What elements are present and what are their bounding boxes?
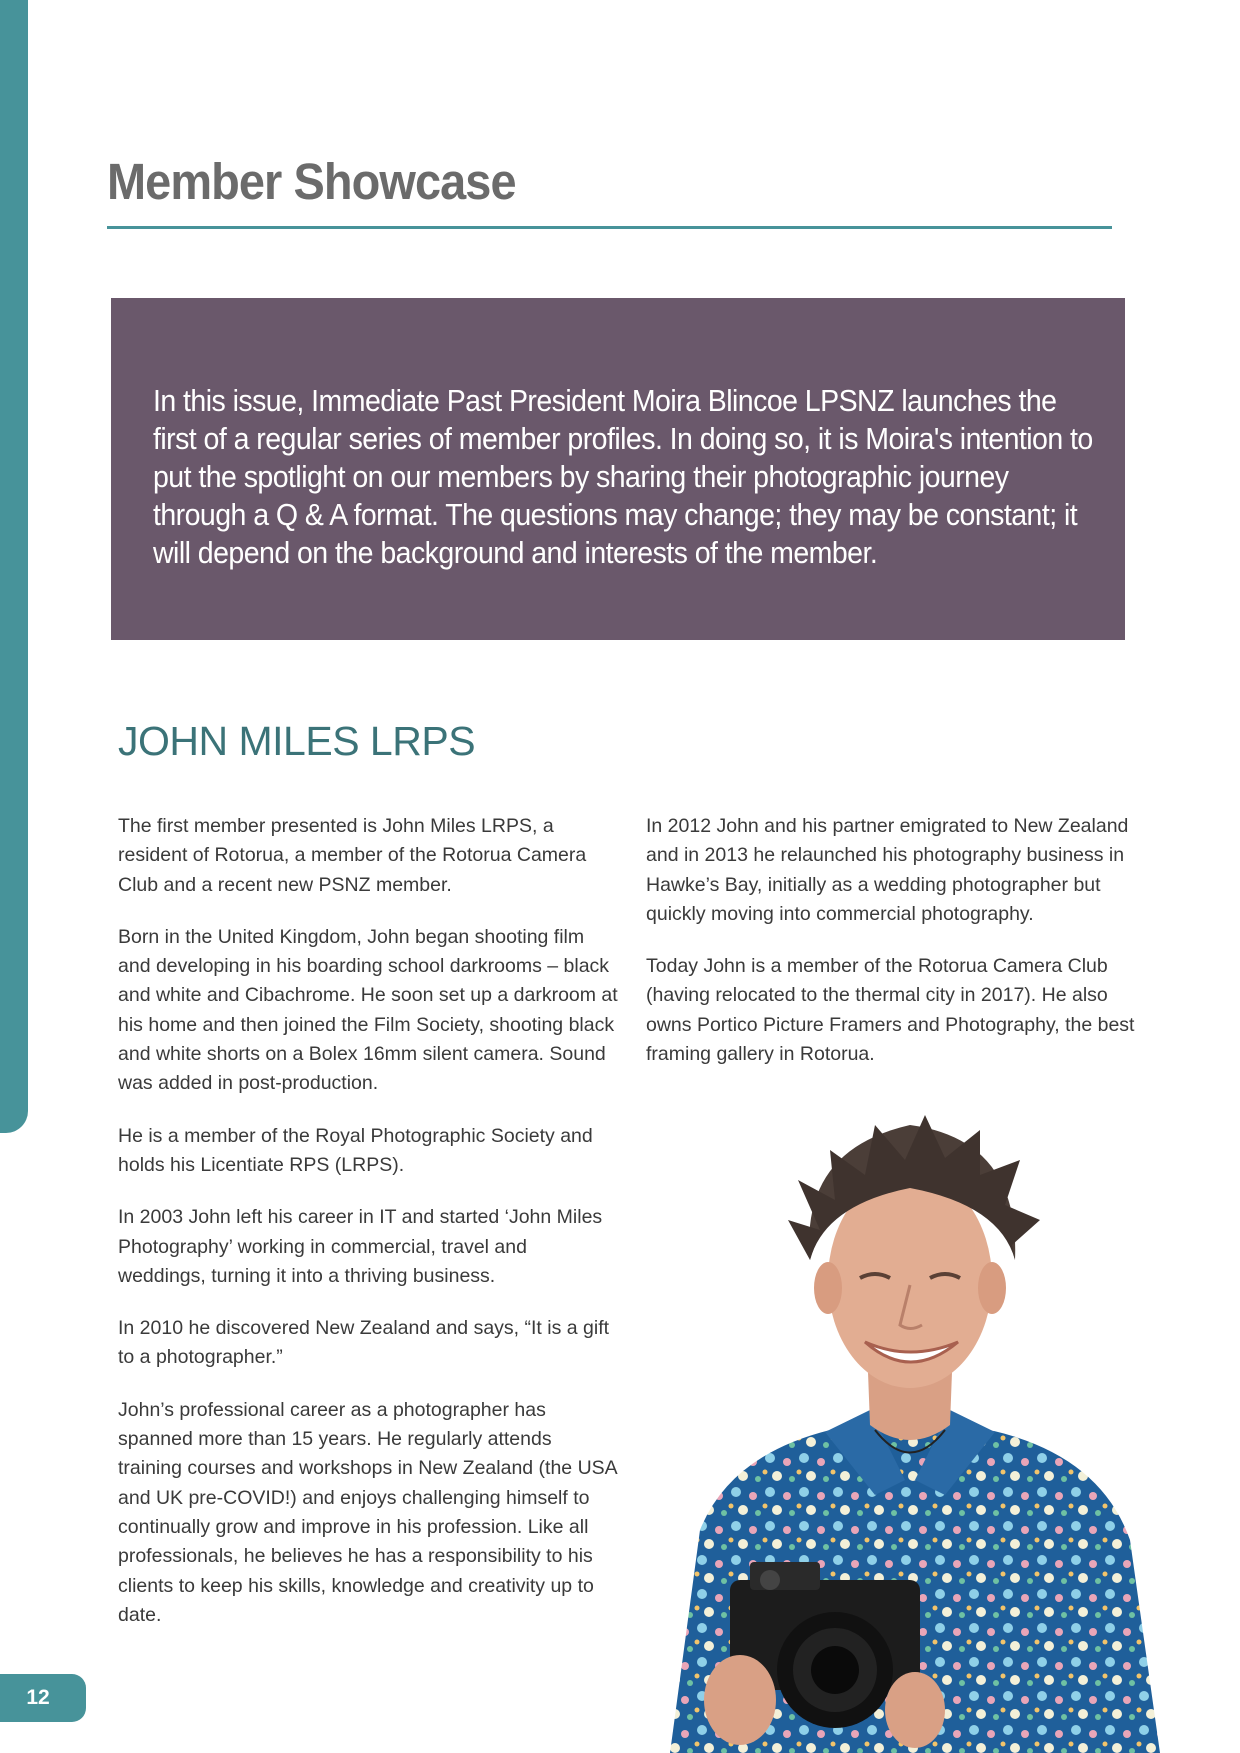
paragraph: He is a member of the Royal Photographic Society and holds his Licentiate RPS (LRPS). — [118, 1124, 593, 1176]
paragraph: In 2003 John left his career in IT and started ‘John Miles Photography’ working in commercial, travel and weddings, turning it into a thriving business. — [118, 1206, 603, 1287]
paragraph: Today John is a member of the Rotorua Camera Club (having relocated to the thermal city in 2017). He also owns Portico Picture Framers and Photography, the best framing gallery in Rotorua. — [646, 955, 1135, 1066]
page-number-tab — [0, 1674, 86, 1722]
page-number: 12 — [26, 1686, 50, 1709]
paragraph: Born in the United Kingdom, John began shooting film and developing in his boarding school darkrooms – black and white and Cibachrome. He soon set up a darkroom at his home and then joined the Film Society, shooting black and white shorts on a Bolex 16mm silent camera. Sound was added in post-production. — [118, 925, 618, 1095]
paragraph: John’s professional career as a photographer has spanned more than 15 years. He regularly attends training courses and workshops in New Zealand (the USA and UK pre-COVID!) and enjoys challenging himself to continually grow and improve in his profession. Like all professionals, he believes he has a responsibility to his clients to keep his skills, knowledge and creativity up to date. — [118, 1398, 617, 1626]
intro-text: In this issue, Immediate Past President Moira Blincoe LPSNZ launches the first of a regular series of member profiles. In doing so, it is Moira's intention to put the spotlight on our members by sharing their photographic journey through a Q & A format. The questions may change; they may be constant; it will depend on the background and interests of the member. — [153, 383, 1093, 570]
page-title: Member Showcase — [107, 153, 516, 210]
paragraph: In 2012 John and his partner emigrated to New Zealand and in 2013 he relaunched his photography business in Hawke’s Bay, initially as a wedding photographer but quickly moving into commercial photography. — [646, 815, 1129, 925]
paragraph: In 2010 he discovered New Zealand and says, “It is a gift to a photographer.” — [118, 1317, 610, 1369]
title-divider — [107, 226, 1112, 229]
side-accent-bar — [0, 0, 28, 1133]
member-heading: JOHN MILES LRPS — [118, 718, 476, 764]
member-portrait-photo — [660, 1110, 1160, 1753]
intro-callout-box — [111, 298, 1125, 640]
paragraph: The first member presented is John Miles LRPS, a resident of Rotorua, a member of the Rotorua Camera Club and a recent new PSNZ member. — [118, 815, 587, 896]
left-column — [118, 812, 618, 1653]
